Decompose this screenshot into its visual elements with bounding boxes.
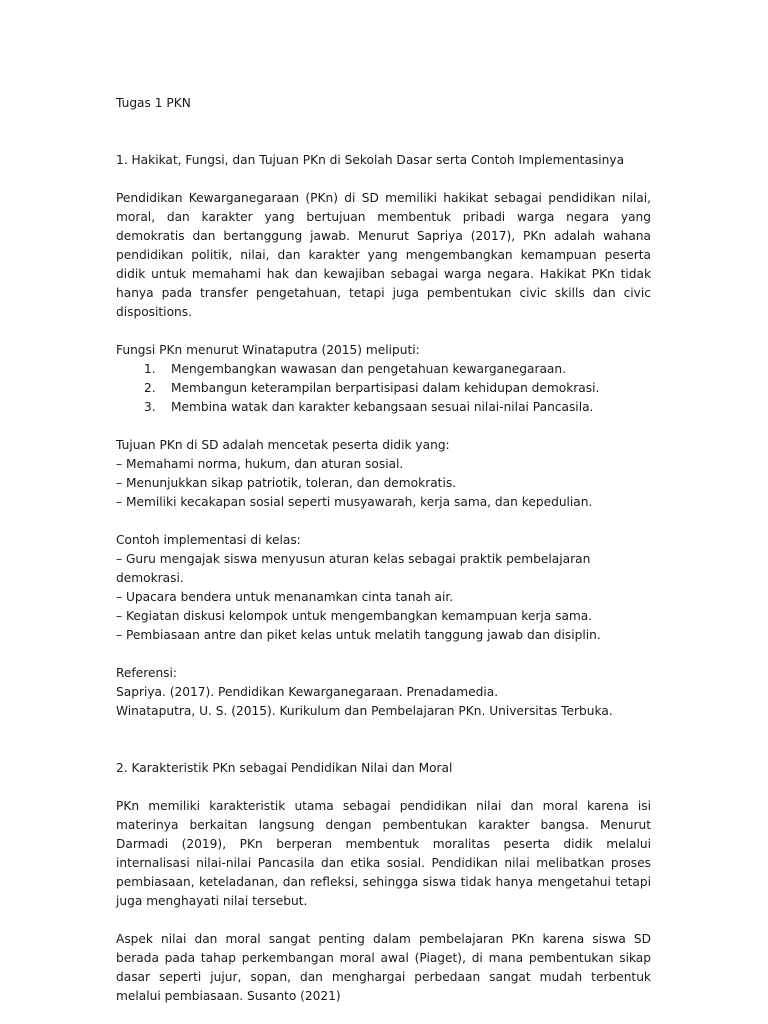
list-item — [116, 379, 651, 398]
references-heading: Referensi: — [116, 666, 178, 680]
section-2-paragraph-2: Aspek nilai dan moral sangat penting dalam pembelajaran PKn karena siswa SD berada pada tahap perkembangan moral awal (Piaget), di mana pembentukan sikap dasar seperti jujur, sopan, dan menghargai perbedaan sangat mudah terbentuk melalui pembiasaan. Susanto (2021) — [116, 932, 651, 1003]
section-1-paragraph-hakikat: Pendidikan Kewarganegaraan (PKn) di SD memiliki hakikat sebagai pendidikan nilai, moral, dan karakter yang bertujuan membentuk pribadi warga negara yang demokratis dan bertanggung jawab. Menurut Sapriya (2017), PKn adalah wahana pendidikan politik, nilai, dan karakter yang mengembangkan kemampuan peserta didik untuk memahami hak dan kewajiban sebagai warga negara. Hakikat PKn tidak hanya pada transfer pengetahuan, tetapi juga pembentukan civic skills dan civic dispositions. — [116, 191, 651, 319]
section-2-heading: 2. Karakteristik PKn sebagai Pendidikan Nilai dan Moral — [116, 761, 453, 775]
contoh-item: – Kegiatan diskusi kelompok untuk mengembangkan kemampuan kerja sama. — [116, 609, 593, 623]
tujuan-item: – Memiliki kecakapan sosial seperti musyawarah, kerja sama, dan kepedulian. — [116, 495, 593, 509]
section-2-paragraph-1: PKn memiliki karakteristik utama sebagai pendidikan nilai dan moral karena isi materinya berkaitan langsung dengan pembentukan karakter bangsa. Menurut Darmadi (2019), PKn berperan membentuk moralitas peserta didik melalui internalisasi nilai-nilai Pancasila dan etika sosial. Pendidikan nilai melibatkan proses pembiasaan, keteladanan, dan refleksi, sehingga siswa tidak hanya mengetahui tetapi juga menghayati nilai tersebut. — [116, 799, 651, 908]
tujuan-item: – Menunjukkan sikap patriotik, toleran, dan demokratis. — [116, 476, 457, 490]
reference-entry: Sapriya. (2017). Pendidikan Kewarganegaraan. Prenadamedia. — [116, 685, 499, 699]
fungsi-list — [116, 360, 651, 417]
list-item-text: Membina watak dan karakter kebangsaan sesuai nilai-nilai Pancasila. — [171, 400, 594, 414]
document-title: Tugas 1 PKN — [116, 96, 191, 110]
contoh-intro: Contoh implementasi di kelas: — [116, 533, 301, 547]
document-body — [116, 94, 651, 1006]
tujuan-intro: Tujuan PKn di SD adalah mencetak peserta didik yang: — [116, 438, 450, 452]
contoh-item: – Pembiasaan antre dan piket kelas untuk melatih tanggung jawab dan disiplin. — [116, 628, 601, 642]
contoh-item: – Guru mengajak siswa menyusun aturan kelas sebagai praktik pembelajaran demokrasi. — [116, 552, 591, 585]
list-number: 1. — [144, 362, 156, 376]
tujuan-item: – Memahami norma, hukum, dan aturan sosial. — [116, 457, 404, 471]
section-1-heading: 1. Hakikat, Fungsi, dan Tujuan PKn di Sekolah Dasar serta Contoh Implementasinya — [116, 153, 625, 167]
list-item-text: Mengembangkan wawasan dan pengetahuan kewarganegaraan. — [171, 362, 566, 376]
list-number: 2. — [144, 381, 156, 395]
list-item — [116, 398, 651, 417]
list-number: 3. — [144, 400, 156, 414]
list-item-text: Membangun keterampilan berpartisipasi dalam kehidupan demokrasi. — [171, 381, 600, 395]
fungsi-intro: Fungsi PKn menurut Winataputra (2015) meliputi: — [116, 343, 420, 357]
reference-entry: Winataputra, U. S. (2015). Kurikulum dan Pembelajaran PKn. Universitas Terbuka. — [116, 704, 613, 718]
list-item — [116, 360, 651, 379]
contoh-item: – Upacara bendera untuk menanamkan cinta tanah air. — [116, 590, 454, 604]
